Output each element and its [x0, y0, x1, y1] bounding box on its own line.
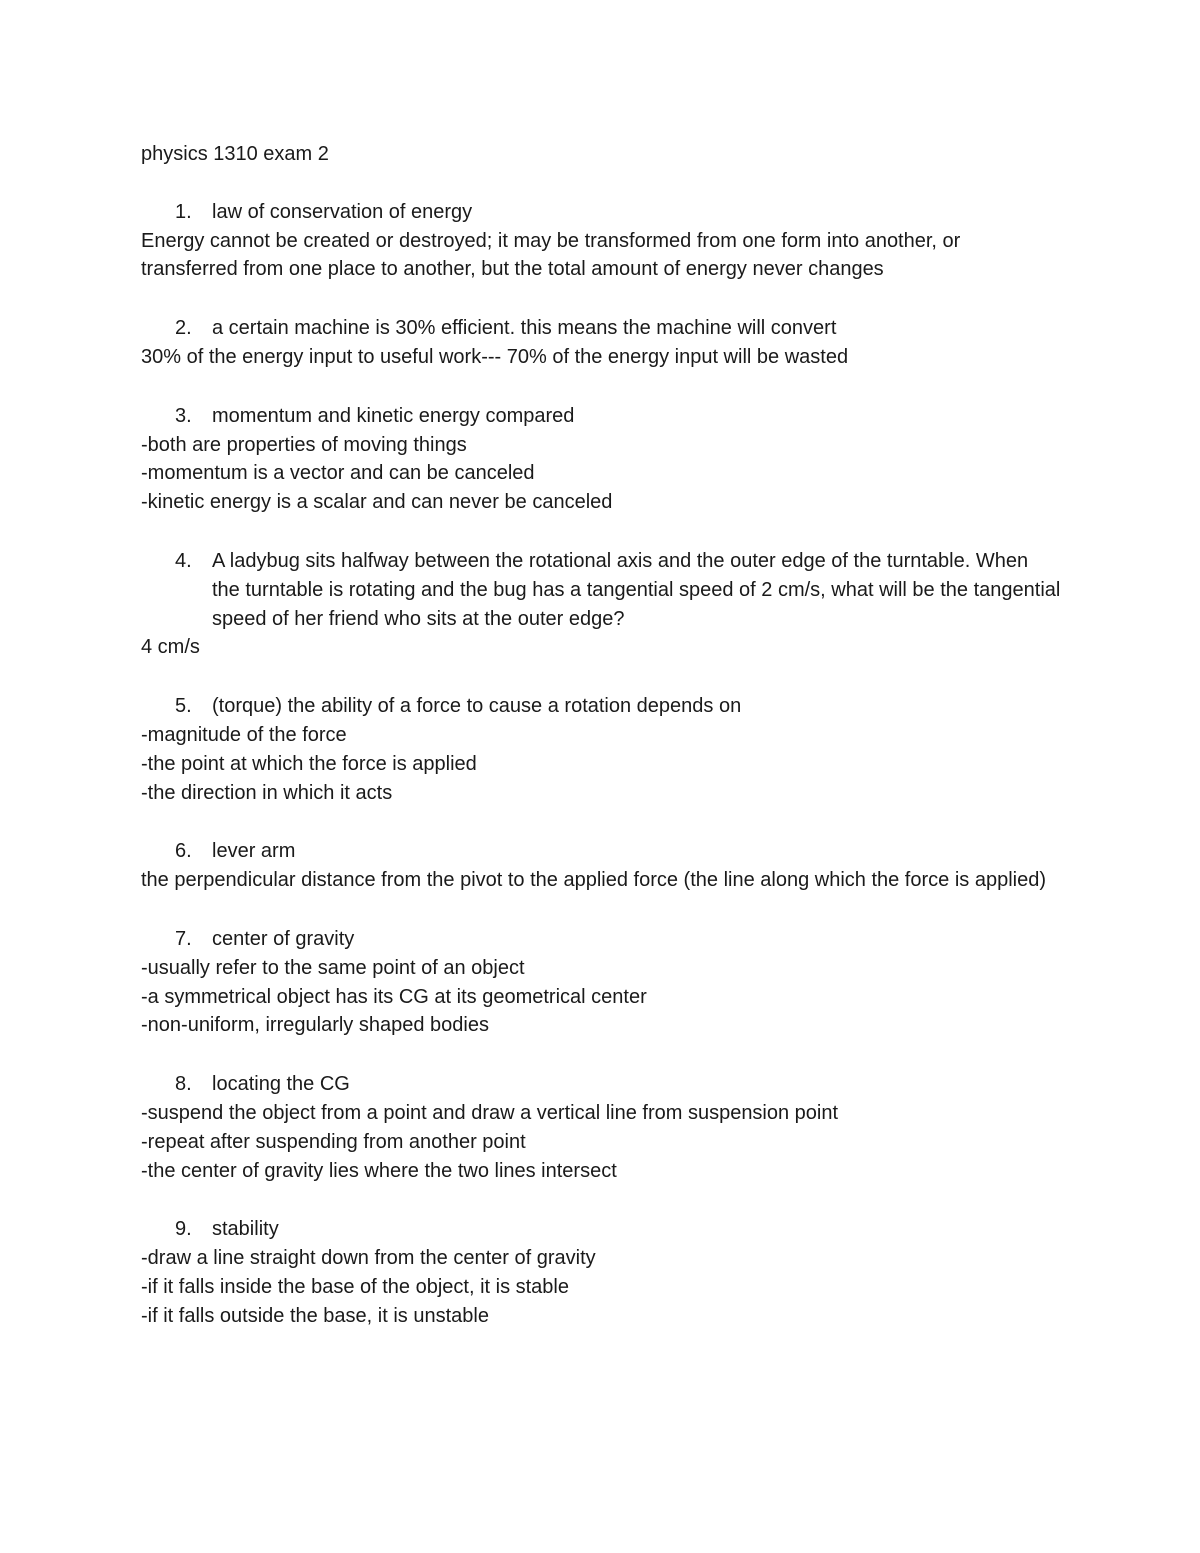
- question-text: law of conservation of energy: [212, 200, 473, 223]
- sections-list: [141, 198, 1061, 1331]
- answer-line: -momentum is a vector and can be canceled: [141, 462, 535, 485]
- answer-line: Energy cannot be created or destroyed; it may be transformed from one form into another, or transferred from one place to another, but the total amount of energy never changes: [141, 229, 961, 281]
- question-item: [141, 837, 1061, 866]
- answer-line: -repeat after suspending from another point: [141, 1130, 526, 1153]
- question-number: 8.: [175, 1073, 192, 1096]
- answer-line: -the center of gravity lies where the two lines intersect: [141, 1159, 617, 1182]
- answer-line: -magnitude of the force: [141, 723, 347, 746]
- question-number: 5.: [175, 695, 192, 718]
- question-section: [141, 837, 1061, 895]
- question-text: a certain machine is 30% efficient. this means the machine will convert: [212, 317, 837, 340]
- question-section: [141, 1215, 1061, 1330]
- question-item: [141, 1215, 1061, 1244]
- answer-line: -if it falls inside the base of the object, it is stable: [141, 1275, 569, 1298]
- question-item: [141, 925, 1061, 954]
- question-number: 3.: [175, 404, 192, 427]
- question-text: center of gravity: [212, 927, 355, 950]
- document-content: [141, 140, 1061, 1361]
- answer-line: -the direction in which it acts: [141, 781, 393, 804]
- answer-line: -draw a line straight down from the center of gravity: [141, 1247, 596, 1270]
- question-item: [141, 198, 1061, 227]
- question-section: [141, 547, 1061, 662]
- document-title: physics 1310 exam 2: [141, 143, 329, 165]
- question-text: momentum and kinetic energy compared: [212, 404, 575, 427]
- answer-line: -usually refer to the same point of an object: [141, 956, 525, 979]
- question-section: [141, 925, 1061, 1040]
- question-section: [141, 198, 1061, 284]
- question-number: 9.: [175, 1218, 192, 1241]
- answer-line: -suspend the object from a point and draw a vertical line from suspension point: [141, 1101, 839, 1124]
- question-text: stability: [212, 1218, 279, 1241]
- question-section: [141, 1070, 1061, 1185]
- question-number: 7.: [175, 927, 192, 950]
- question-number: 2.: [175, 317, 192, 340]
- question-text: lever arm: [212, 840, 296, 863]
- question-text: A ladybug sits halfway between the rotational axis and the outer edge of the turntable. When the turntable is rotating and the bug has a tangential speed of 2 cm/s, what will be the tangential speed of her friend who sits at the outer edge?: [212, 549, 1061, 630]
- question-number: 4.: [175, 549, 192, 572]
- answer-line: -non-uniform, irregularly shaped bodies: [141, 1014, 489, 1037]
- question-item: [141, 547, 1061, 633]
- question-item: [141, 402, 1061, 431]
- question-item: [141, 692, 1061, 721]
- question-section: [141, 692, 1061, 807]
- question-text: (torque) the ability of a force to cause a rotation depends on: [212, 695, 742, 718]
- question-number: 1.: [175, 200, 192, 223]
- answer-line: 30% of the energy input to useful work--- 70% of the energy input will be wasted: [141, 345, 849, 368]
- question-section: [141, 314, 1061, 372]
- question-section: [141, 402, 1061, 517]
- answer-line: -a symmetrical object has its CG at its geometrical center: [141, 985, 647, 1008]
- answer-line: -the point at which the force is applied: [141, 752, 477, 775]
- answer-line: 4 cm/s: [141, 636, 200, 659]
- question-number: 6.: [175, 840, 192, 863]
- answer-line: -if it falls outside the base, it is unstable: [141, 1304, 489, 1327]
- answer-line: the perpendicular distance from the pivot to the applied force (the line along which the force is applied): [141, 869, 1046, 892]
- answer-line: -kinetic energy is a scalar and can never be canceled: [141, 491, 613, 514]
- question-item: [141, 314, 1061, 343]
- answer-line: -both are properties of moving things: [141, 433, 467, 456]
- question-item: [141, 1070, 1061, 1099]
- question-text: locating the CG: [212, 1073, 350, 1096]
